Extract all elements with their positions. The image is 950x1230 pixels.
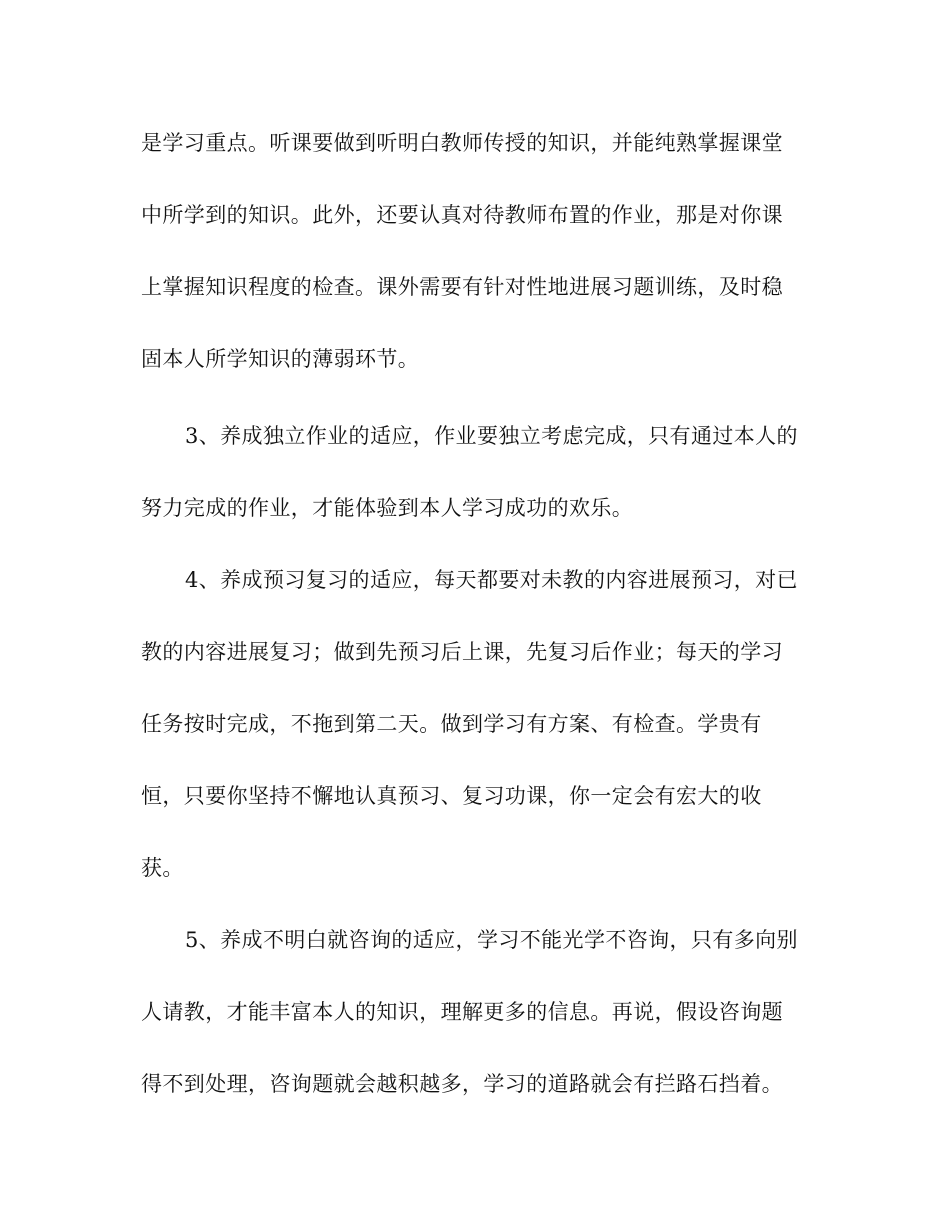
- text-line: 获。: [141, 856, 184, 880]
- text-line: 恒，只要你坚持不懈地认真预习、复习功课，你一定会有宏大的收: [141, 784, 762, 808]
- paragraph-3-first-line: 3、养成独立作业的适应，作业要独立考虑完成，只有通过本人的: [185, 424, 798, 448]
- text-line: 得不到处理，咨询题就会越积越多，学习的道路就会有拦路石挡着。: [141, 1072, 783, 1096]
- paragraph-4-first-line: 4、养成预习复习的适应，每天都要对未教的内容进展预习，对已: [185, 568, 798, 592]
- text-line: 任务按时完成，不拖到第二天。做到学习有方案、有检查。学贵有: [141, 712, 762, 736]
- text-line: 是学习重点。听课要做到听明白教师传授的知识，并能纯熟掌握课堂: [141, 131, 783, 155]
- text-line: 中所学到的知识。此外，还要认真对待教师布置的作业，那是对你课: [141, 203, 783, 227]
- paragraph-5-first-line: 5、养成不明白就咨询的适应，学习不能光学不咨询，只有多向别: [185, 928, 798, 952]
- text-line: 努力完成的作业，才能体验到本人学习成功的欢乐。: [141, 496, 634, 520]
- text-line: 教的内容进展复习；做到先预习后上课，先复习后作业；每天的学习: [141, 640, 783, 664]
- text-line: 固本人所学知识的薄弱环节。: [141, 347, 420, 371]
- text-line: 人请教，才能丰富本人的知识，理解更多的信息。再说，假设咨询题: [141, 1000, 783, 1024]
- text-line: 上掌握知识程度的检查。课外需要有针对性地进展习题训练，及时稳: [141, 275, 783, 299]
